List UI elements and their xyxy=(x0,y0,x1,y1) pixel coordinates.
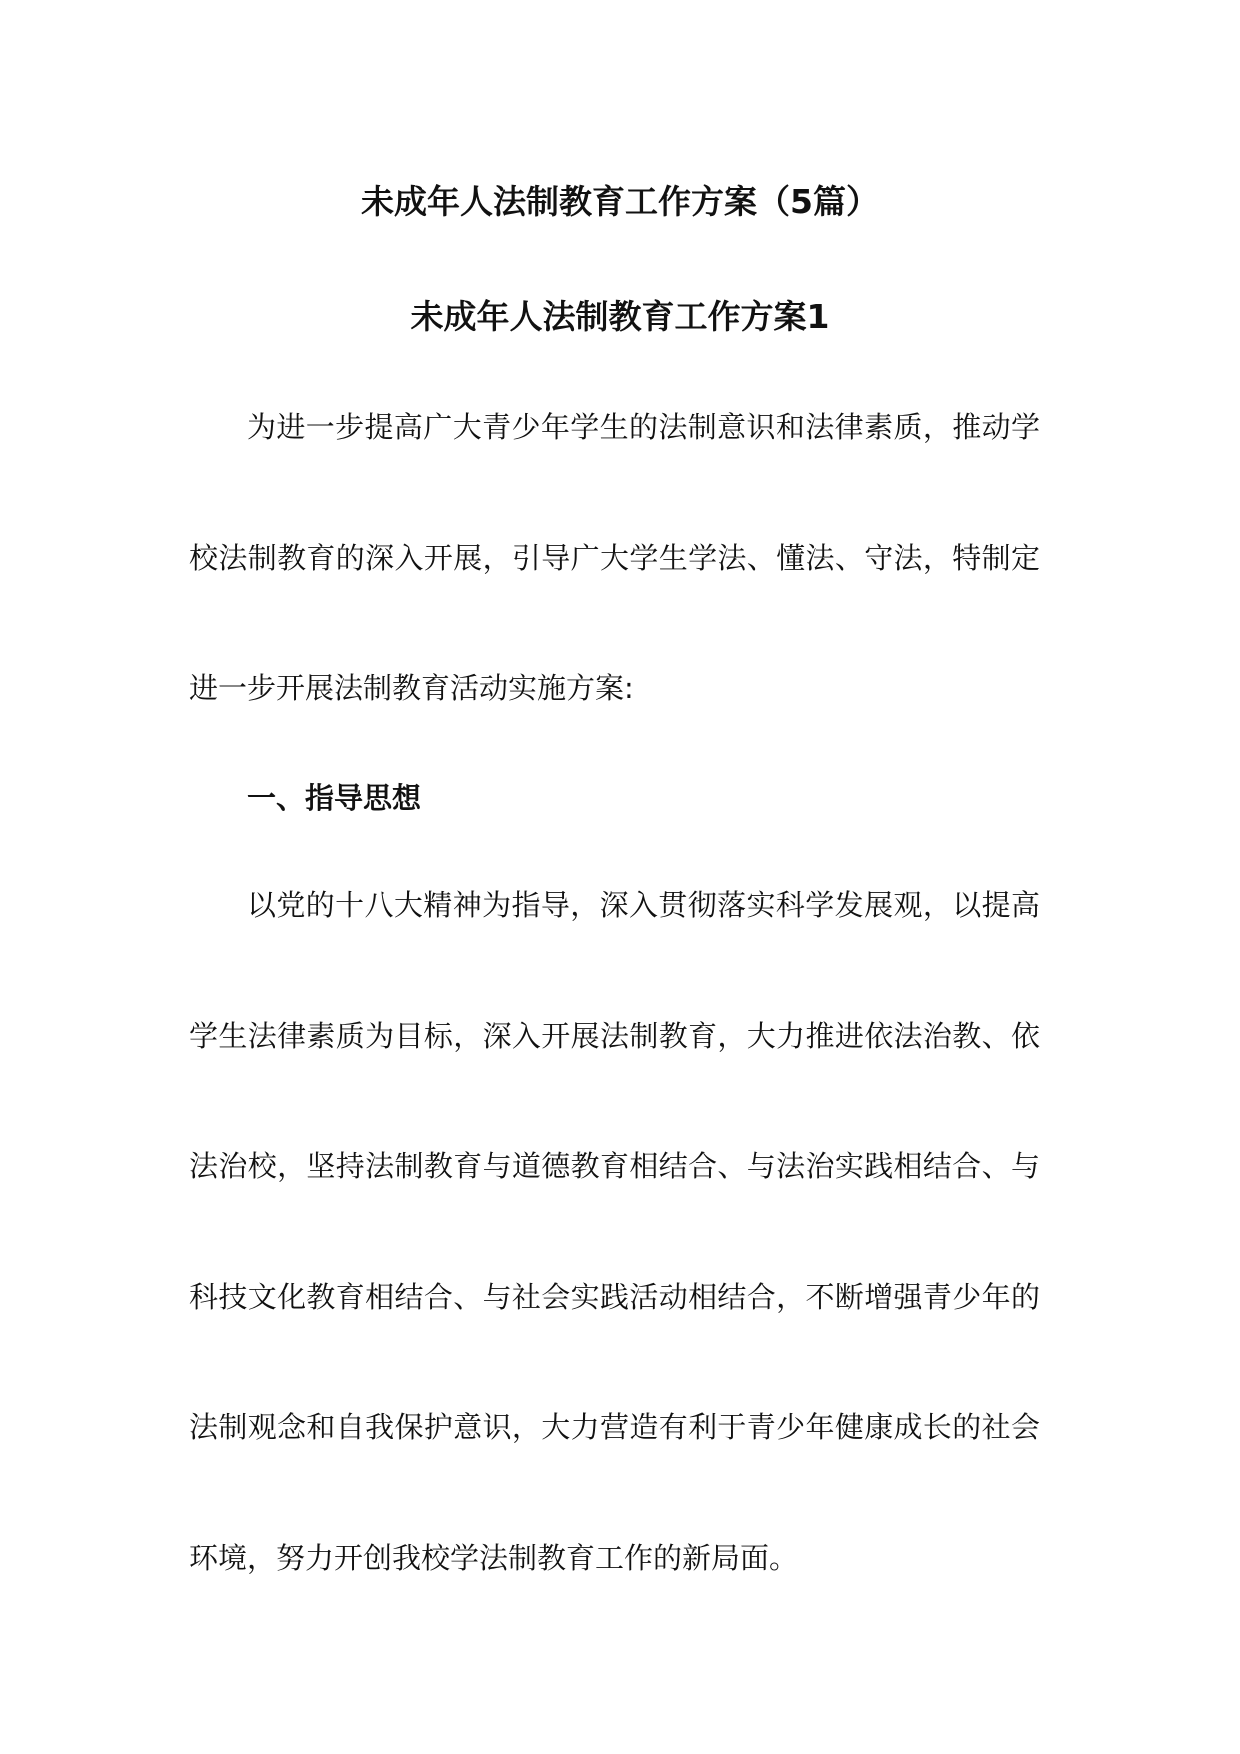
paragraph-line: 法制观念和自我保护意识，大力营造有利于青少年健康成长的社会 xyxy=(189,1410,1040,1444)
section-heading: 一、指导思想 xyxy=(247,781,422,815)
paragraph-line: 校法制教育的深入开展，引导广大学生学法、懂法、守法，特制定 xyxy=(189,540,1040,575)
paragraph-line: 法治校，坚持法制教育与道德教育相结合、与法治实践相结合、与 xyxy=(189,1149,1040,1183)
guiding-ideology-paragraph xyxy=(189,840,1040,1623)
paragraph-line: 进一步开展法制教育活动实施方案: xyxy=(189,671,634,705)
paragraph-line: 学生法律素质为目标，深入开展法制教育，大力推进依法治教、依 xyxy=(189,1018,1040,1053)
paragraph-line: 环境，努力开创我校学法制教育工作的新局面。 xyxy=(189,1540,799,1575)
document-title: 未成年人法制教育工作方案（5篇） xyxy=(361,182,879,221)
paragraph-line: 科技文化教育相结合、与社会实践活动相结合，不断增强青少年的 xyxy=(189,1279,1040,1314)
intro-paragraph xyxy=(189,362,1040,754)
paragraph-line: 为进一步提高广大青少年学生的法制意识和法律素质，推动学 xyxy=(247,410,1040,444)
document-subtitle: 未成年人法制教育工作方案1 xyxy=(410,297,830,336)
paragraph-line: 以党的十八大精神为指导，深入贯彻落实科学发展观，以提高 xyxy=(247,888,1040,922)
